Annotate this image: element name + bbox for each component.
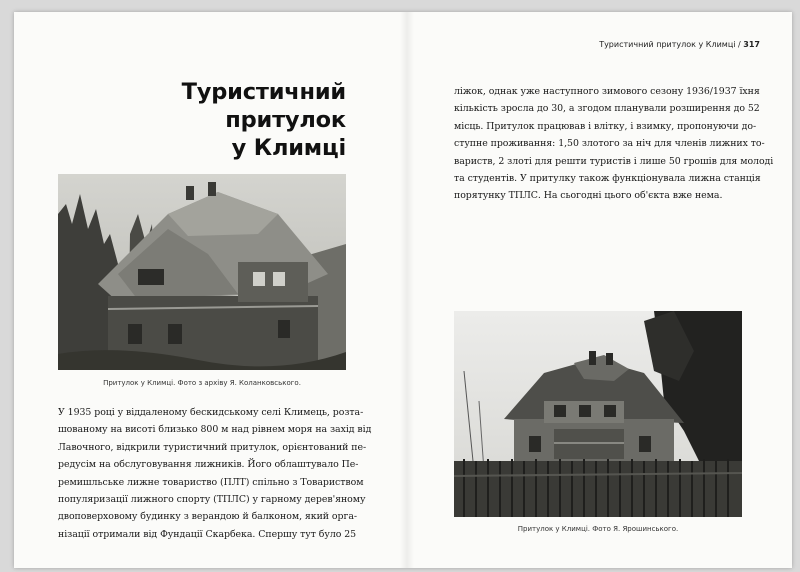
right-line: кількість зросла до 30, а згодом планували розширення до 52	[454, 103, 760, 115]
shelter-photo-1-image	[58, 174, 346, 370]
right-line: ліжок, однак уже наступного зимового сезону 1936/1937 їхня	[454, 86, 760, 97]
left-line: Лавочного, відкрили туристичний притулок, орієнтований пе-	[58, 441, 367, 453]
left-line: нізації отримали від Фундації Скарбека. Спершу тут було 25	[58, 528, 357, 540]
left-line: популяризації лижного спорту (ТПЛС) у гарному дерев'яному	[58, 494, 366, 506]
right-line: ступне проживання: 1,50 злотого за ніч для членів лижних то-	[454, 138, 765, 150]
book-spread	[14, 12, 792, 568]
shelter-photo-2-image	[454, 311, 742, 517]
left-column-text	[58, 404, 372, 543]
shelter-photo-2-caption: Притулок у Климці. Фото Я. Ярошинського.	[517, 525, 679, 533]
left-line: У 1935 році у віддаленому бескидському селі Климець, розта-	[58, 407, 364, 418]
shelter-photo-1	[58, 174, 346, 370]
left-line: редусім на обслуговування лижників. Його облаштувало Пе-	[58, 459, 359, 471]
shelter-photo-1-caption: Притулок у Климці. Фото з архіву Я. Коланковського.	[103, 379, 301, 387]
left-line: шованому на висоті близько 800 м над рівнем моря на захід від	[58, 424, 372, 436]
right-line: місць. Притулок працював і влітку, і взимку, пропонуючи до-	[454, 120, 757, 132]
running-head	[599, 40, 760, 49]
book-gutter	[400, 12, 414, 568]
page-number: 317	[743, 40, 760, 49]
running-head-separator: /	[738, 40, 741, 49]
right-line: порятунку ТПЛС. На сьогодні цього об'єкта вже нема.	[454, 190, 723, 202]
page-title	[54, 78, 346, 162]
shelter-photo-2	[454, 311, 742, 517]
page-title-line-1: Туристичний притулок	[181, 79, 346, 133]
right-line: вариств, 2 злоті для решти туристів і лише 50 грошів для молоді	[454, 155, 774, 167]
right-line: та студентів. У притулку також функціонувала лижна станція	[454, 173, 761, 185]
running-head-title: Туристичний притулок у Климці	[599, 40, 736, 49]
page-title-line-2: у Климці	[231, 135, 346, 161]
left-line: ремишльське лижне товариство (ПЛТ) спільно з Товариством	[58, 476, 364, 488]
left-line: двоповерховому будинку з верандою й балконом, який орга-	[58, 511, 357, 523]
right-column-text	[454, 83, 774, 205]
